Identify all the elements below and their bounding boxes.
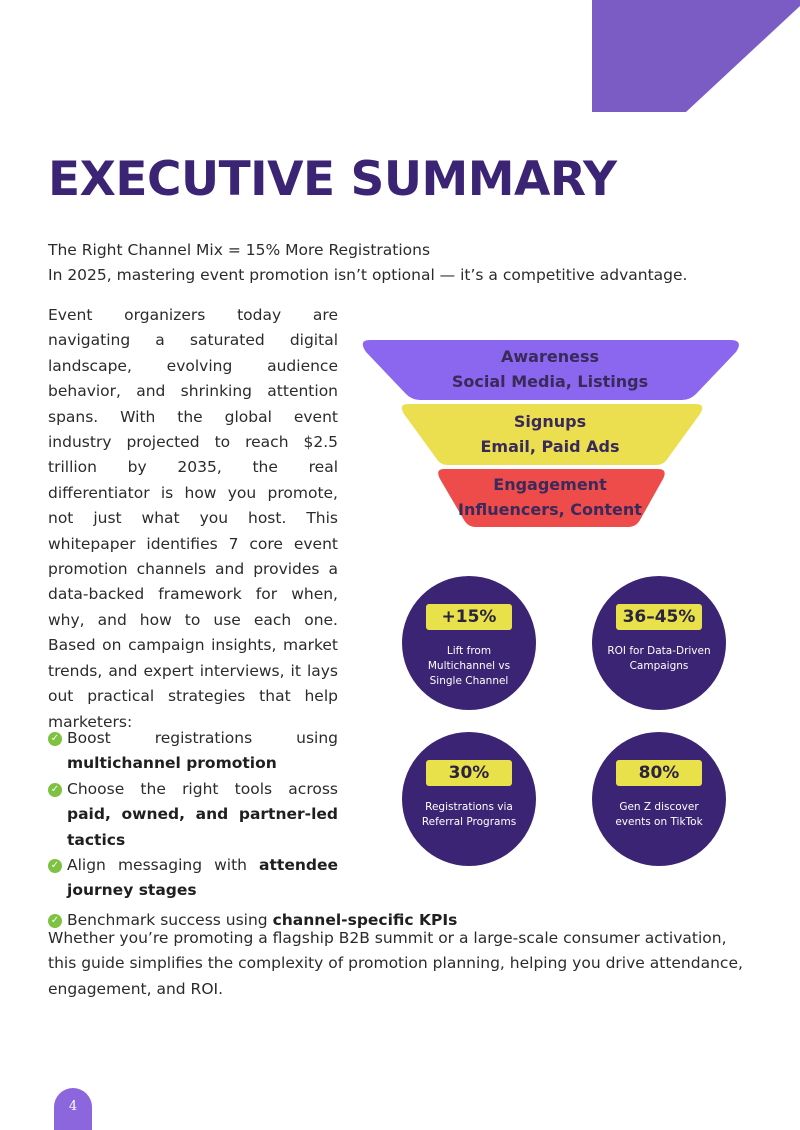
- closing-paragraph: Whether you’re promoting a flagship B2B summit or a large-scale consumer activation, this guide simplifies the complexity of promotion planning, helping you drive attendance, engagement, and ROI.: [48, 929, 743, 998]
- stat-label: Gen Z discover events on TikTok: [615, 801, 703, 828]
- bullet-text: Benchmark success using: [67, 910, 273, 929]
- bullet-bold: channel-specific KPIs: [272, 910, 458, 929]
- bullet-text: Boost registrations using: [67, 729, 338, 747]
- bullet-item: [48, 777, 338, 853]
- intro-paragraph: Event organizers today are navigating a saturated digital landscape, evolving audience behavior, and shrinking attention spans. With the global event industry projected to reach $2.5 trillion by 2035, the real differentiator is how you promote, not just what you host. This whitepaper identifies 7 core event promotion channels and provides a data-backed framework for when, why, and how to use each one. Based on campaign insights, market trends, and expert interviews, it lays out practical strategies that help marketers:: [48, 306, 338, 731]
- stat-label: ROI for Data-Driven Campaigns: [607, 645, 711, 672]
- page-title: EXECUTIVE SUMMARY: [48, 152, 617, 207]
- stat-circle: [592, 576, 726, 710]
- funnel-stage-channels: Influencers, Content: [458, 500, 642, 519]
- funnel-label-signups: [400, 409, 700, 459]
- bullet-item: [48, 726, 338, 777]
- bullet-list: [48, 726, 458, 933]
- check-icon: ✓: [48, 783, 62, 797]
- stat-label: Registrations via Referral Programs: [421, 801, 517, 828]
- stat-circle: [402, 576, 536, 710]
- page-number: 4: [54, 1088, 92, 1130]
- check-icon: ✓: [48, 859, 62, 873]
- stat-value: 30%: [426, 760, 512, 786]
- check-icon: ✓: [48, 732, 62, 746]
- bullet-bold: paid, owned, and partner-led tactics: [67, 805, 338, 849]
- corner-decoration: [590, 0, 800, 112]
- funnel-stage-channels: Email, Paid Ads: [480, 437, 620, 456]
- stat-circle: [402, 732, 536, 866]
- stat-value: 80%: [616, 760, 702, 786]
- funnel-stage-channels: Social Media, Listings: [451, 372, 649, 391]
- subtitle-block: [48, 238, 687, 288]
- bullet-text: Align messaging with: [67, 856, 260, 875]
- check-icon: ✓: [48, 914, 62, 928]
- stat-value: +15%: [426, 604, 512, 630]
- funnel-label-awareness: [400, 344, 700, 394]
- bullet-bold: multichannel promotion: [67, 754, 277, 773]
- bullet-item: [48, 853, 338, 904]
- funnel-label-engagement: [400, 472, 700, 522]
- bullet-bold: attendee journey stages: [67, 856, 338, 900]
- stat-label: Lift from Multichannel vs Single Channel: [427, 645, 511, 687]
- promotion-funnel: [360, 338, 744, 538]
- funnel-stage-name: Awareness: [501, 347, 599, 366]
- subtitle-line: The Right Channel Mix = 15% More Registrations: [48, 241, 431, 259]
- stat-circle: [592, 732, 726, 866]
- funnel-stage-name: Engagement: [493, 475, 607, 494]
- funnel-stage-name: Signups: [513, 412, 587, 431]
- bullet-text: Choose the right tools across: [67, 779, 338, 798]
- stat-value: 36–45%: [616, 604, 702, 630]
- subtitle-line: In 2025, mastering event promotion isn’t optional — it’s a competitive advantage.: [48, 266, 688, 284]
